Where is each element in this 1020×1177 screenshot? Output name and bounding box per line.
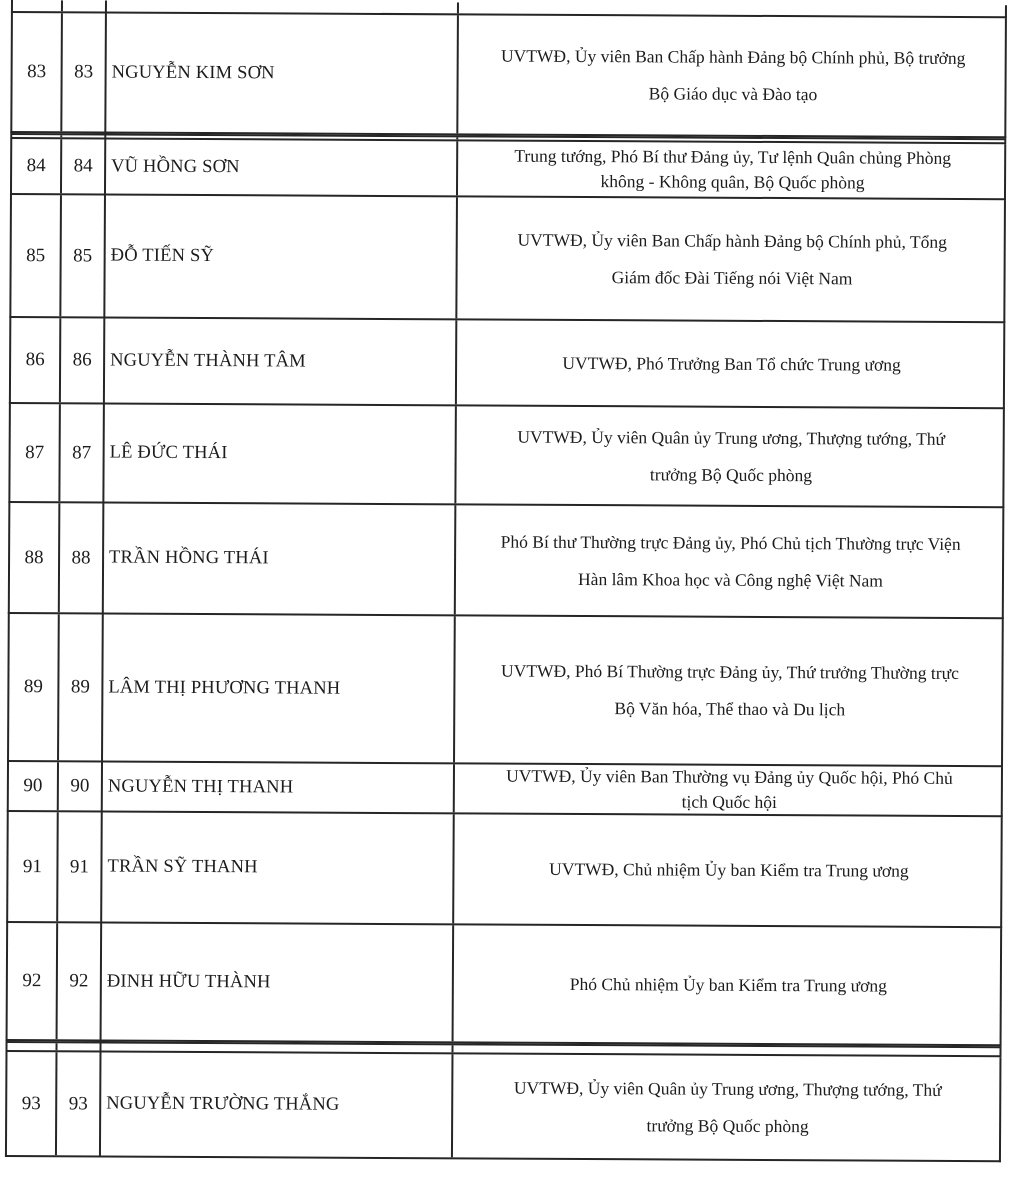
position-cell xyxy=(456,141,1004,198)
position-text-line: Phó Chủ nhiệm Ủy ban Kiểm tra Trung ương xyxy=(569,973,888,996)
position-cell xyxy=(455,320,1003,407)
name-cell xyxy=(104,135,456,139)
position-text-line: Phó Bí thư Thường trực Đảng ủy, Phó Chủ tịch Thường trực Viện xyxy=(500,531,961,554)
stt2-cell: 90 xyxy=(57,762,101,810)
position-text-line: trưởng Bộ Quốc phòng xyxy=(649,463,813,485)
position-cell xyxy=(453,616,1002,765)
name-cell: LÂM THỊ PHƯƠNG THANH xyxy=(101,614,454,762)
position-cell xyxy=(456,15,1005,136)
position-cell xyxy=(451,1054,1000,1160)
table-row xyxy=(10,139,1006,200)
stt-cell: 87 xyxy=(25,441,45,463)
position-cell xyxy=(454,505,1003,617)
position-text-line: không - Không quân, Bộ Quốc phòng xyxy=(600,171,865,193)
stt-cell: 92 xyxy=(22,970,42,992)
stt-cell xyxy=(13,0,61,11)
position-cell xyxy=(454,406,1003,506)
stt-cell: 84 xyxy=(26,155,46,177)
position-text-line: tịch Quốc hội xyxy=(681,791,777,813)
name-cell: TRẦN HỒNG THÁI xyxy=(102,503,455,614)
stt-cell: 90 xyxy=(23,775,43,797)
position-cell xyxy=(451,1045,999,1055)
name-cell: VŨ HỒNG SƠN xyxy=(104,139,456,195)
stt2-cell: 86 xyxy=(59,318,103,402)
position-text-line: Giám đốc Đài Tiếng nói Việt Nam xyxy=(611,266,853,288)
stt2-cell: 87 xyxy=(58,404,103,501)
stt2-cell: 88 xyxy=(58,503,103,612)
name-cell xyxy=(105,0,457,13)
name-cell: NGUYỄN TRƯỜNG THẮNG xyxy=(99,1052,452,1157)
position-text-line: UVTWĐ, Phó Bí Thường trực Đảng ủy, Thứ trưởng Thường trực xyxy=(501,660,959,683)
position-text-line: UVTWĐ, Phó Trưởng Ban Tổ chức Trung ương xyxy=(562,352,901,375)
position-text-line: UVTWĐ, Ủy viên Ban Thường vụ Đảng ủy Quốc hội, Phó Chủ xyxy=(506,765,953,788)
name-cell: NGUYỄN KIM SƠN xyxy=(104,13,457,133)
stt2-cell xyxy=(61,0,105,11)
position-text-line: UVTWĐ, Ủy viên Ban Chấp hành Đảng bộ Chính phủ, Bộ trưởng xyxy=(500,45,966,68)
stt-cell: 86 xyxy=(25,349,45,371)
stt-cell: 93 xyxy=(21,1092,41,1114)
table-row xyxy=(6,923,1003,1046)
table-row xyxy=(5,1052,1002,1162)
position-text-line: Hàn lâm Khoa học và Công nghệ Việt Nam xyxy=(578,568,883,591)
position-text-line: trưởng Bộ Quốc phòng xyxy=(646,1114,809,1136)
stt2-cell: 85 xyxy=(59,195,104,316)
table-row xyxy=(7,762,1003,817)
position-text-line: UVTWĐ, Ủy viên Ban Chấp hành Đảng bộ Chính phủ, Tổng xyxy=(517,229,947,252)
position-text-line: UVTWĐ, Chủ nhiệm Ủy ban Kiểm tra Trung ương xyxy=(549,858,909,881)
position-text-line: Bộ Văn hóa, Thể thao và Du lịch xyxy=(614,698,846,720)
stt-cell: 83 xyxy=(27,61,47,83)
stt2-cell: 93 xyxy=(55,1052,100,1155)
name-cell: ĐINH HỮU THÀNH xyxy=(100,923,453,1041)
stt2-cell: 92 xyxy=(56,923,101,1039)
table-row xyxy=(9,318,1005,409)
stt-cell: 89 xyxy=(23,676,43,698)
table-row xyxy=(7,614,1004,767)
position-text-line: UVTWĐ, Ủy viên Quân ủy Trung ương, Thượng tướng, Thứ xyxy=(517,426,946,449)
table-row xyxy=(9,195,1006,323)
table-row xyxy=(6,812,1003,928)
stt2-cell xyxy=(56,1043,100,1050)
table-row xyxy=(8,503,1005,619)
name-cell: NGUYỄN THÀNH TÂM xyxy=(103,318,455,404)
position-text-line: Bộ Giáo dục và Đào tạo xyxy=(648,83,818,105)
stt-cell: 91 xyxy=(22,855,43,877)
stt2-cell: 84 xyxy=(60,139,104,193)
stt2-cell: 91 xyxy=(56,812,101,921)
position-cell xyxy=(452,814,1001,926)
stt-cell xyxy=(12,135,60,137)
stt-cell xyxy=(8,1043,56,1050)
stt2-cell: 89 xyxy=(57,614,102,760)
position-cell xyxy=(453,764,1001,815)
position-text-line: Trung tướng, Phó Bí thư Đảng ủy, Tư lệnh Quân chủng Phòng xyxy=(514,145,952,168)
stt-cell: 85 xyxy=(26,244,46,266)
position-cell xyxy=(452,925,1001,1044)
table-row xyxy=(8,404,1005,508)
name-cell: ĐỖ TIẾN SỸ xyxy=(103,195,456,318)
table-row xyxy=(10,13,1007,138)
name-cell xyxy=(100,1043,452,1052)
name-cell: LÊ ĐỨC THÁI xyxy=(102,404,455,503)
officials-roster-table xyxy=(5,0,1007,1162)
position-cell xyxy=(457,2,1005,16)
position-text-line: UVTWĐ, Ủy viên Quân ủy Trung ương, Thượng tướng, Thứ xyxy=(513,1077,942,1100)
stt-cell: 88 xyxy=(24,546,44,568)
position-cell xyxy=(455,197,1004,321)
stt2-cell xyxy=(60,135,104,137)
name-cell: TRẦN SỸ THANH xyxy=(100,812,453,923)
name-cell: NGUYỄN THỊ THANH xyxy=(101,762,453,812)
stt2-cell: 83 xyxy=(60,13,105,131)
